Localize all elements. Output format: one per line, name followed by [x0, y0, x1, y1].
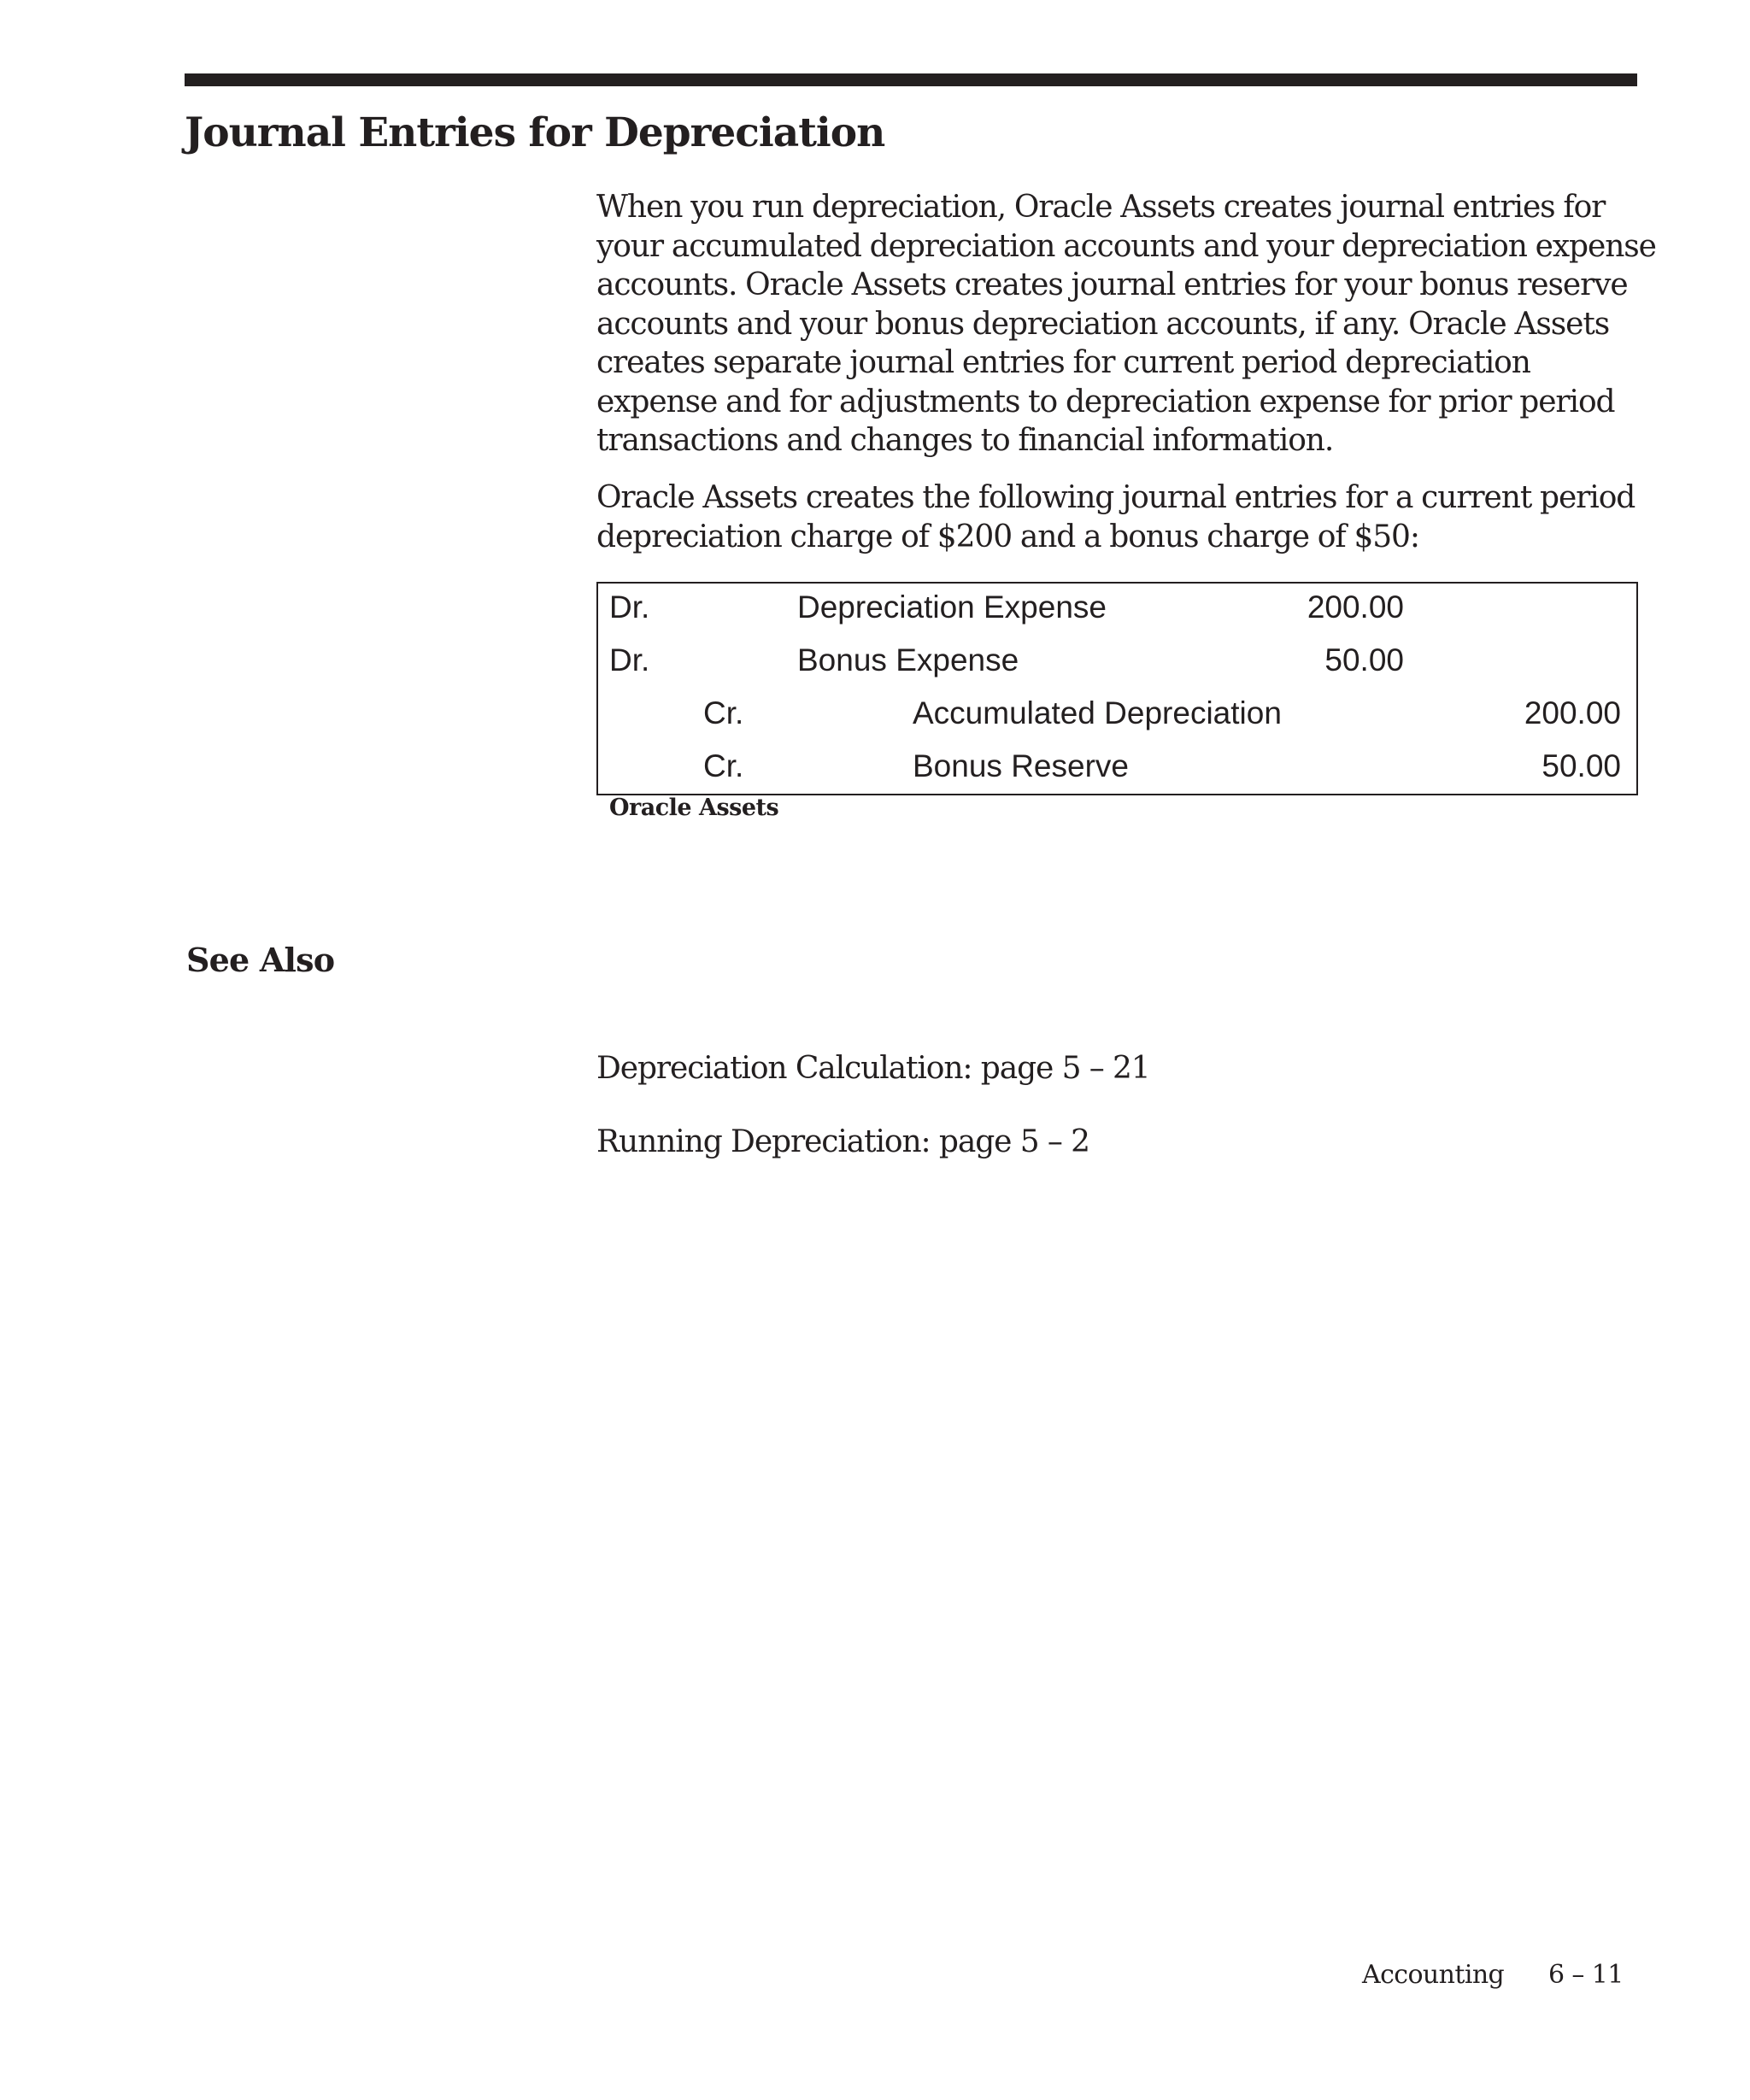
- credit-amount: 50.00: [1542, 748, 1621, 783]
- account-name: Bonus Reserve: [913, 748, 1129, 783]
- table-caption: Oracle Assets: [609, 795, 779, 821]
- footer-section-name: Accounting: [1362, 1960, 1505, 1990]
- example-paragraph: Oracle Assets creates the following journal entries for a current period depreciation charge of $200 and a bonus charge of $50:: [596, 480, 1635, 554]
- account-name: Depreciation Expense: [797, 590, 1107, 625]
- journal-entries-table: [596, 582, 1638, 795]
- debit-amount: 50.00: [1324, 642, 1404, 678]
- page-title: Journal Entries for Depreciation: [185, 109, 885, 156]
- top-rule: [185, 73, 1637, 86]
- journal-row-credit: [598, 695, 1636, 732]
- intro-paragraph: When you run depreciation, Oracle Assets creates journal entries for your accumulated depreciation accounts and your depreciation expense accounts. Oracle Assets creates journal entries for your bonus reserve accounts and your bonus depreciation accounts, if any. Oracle Assets creates separate journal entries for current period depreciation expense and for adjustments to depreciation expense for prior period transactions and changes to financial information.: [596, 190, 1656, 458]
- credit-amount: 200.00: [1524, 695, 1621, 730]
- account-name: Bonus Expense: [797, 642, 1019, 678]
- journal-row-debit: [598, 642, 1636, 679]
- journal-row-debit: [598, 589, 1636, 626]
- entry-type: Cr.: [703, 748, 744, 783]
- footer-page-number: 6 – 11: [1548, 1960, 1624, 1990]
- cross-reference-link[interactable]: Depreciation Calculation: page 5 – 21: [596, 1051, 1150, 1086]
- debit-amount: 200.00: [1307, 590, 1404, 625]
- see-also-heading: See Also: [186, 941, 335, 979]
- cross-reference-link[interactable]: Running Depreciation: page 5 – 2: [596, 1124, 1089, 1159]
- entry-type: Dr.: [609, 590, 650, 625]
- journal-row-credit: [598, 748, 1636, 785]
- account-name: Accumulated Depreciation: [913, 695, 1282, 730]
- entry-type: Dr.: [609, 642, 650, 678]
- entry-type: Cr.: [703, 695, 744, 730]
